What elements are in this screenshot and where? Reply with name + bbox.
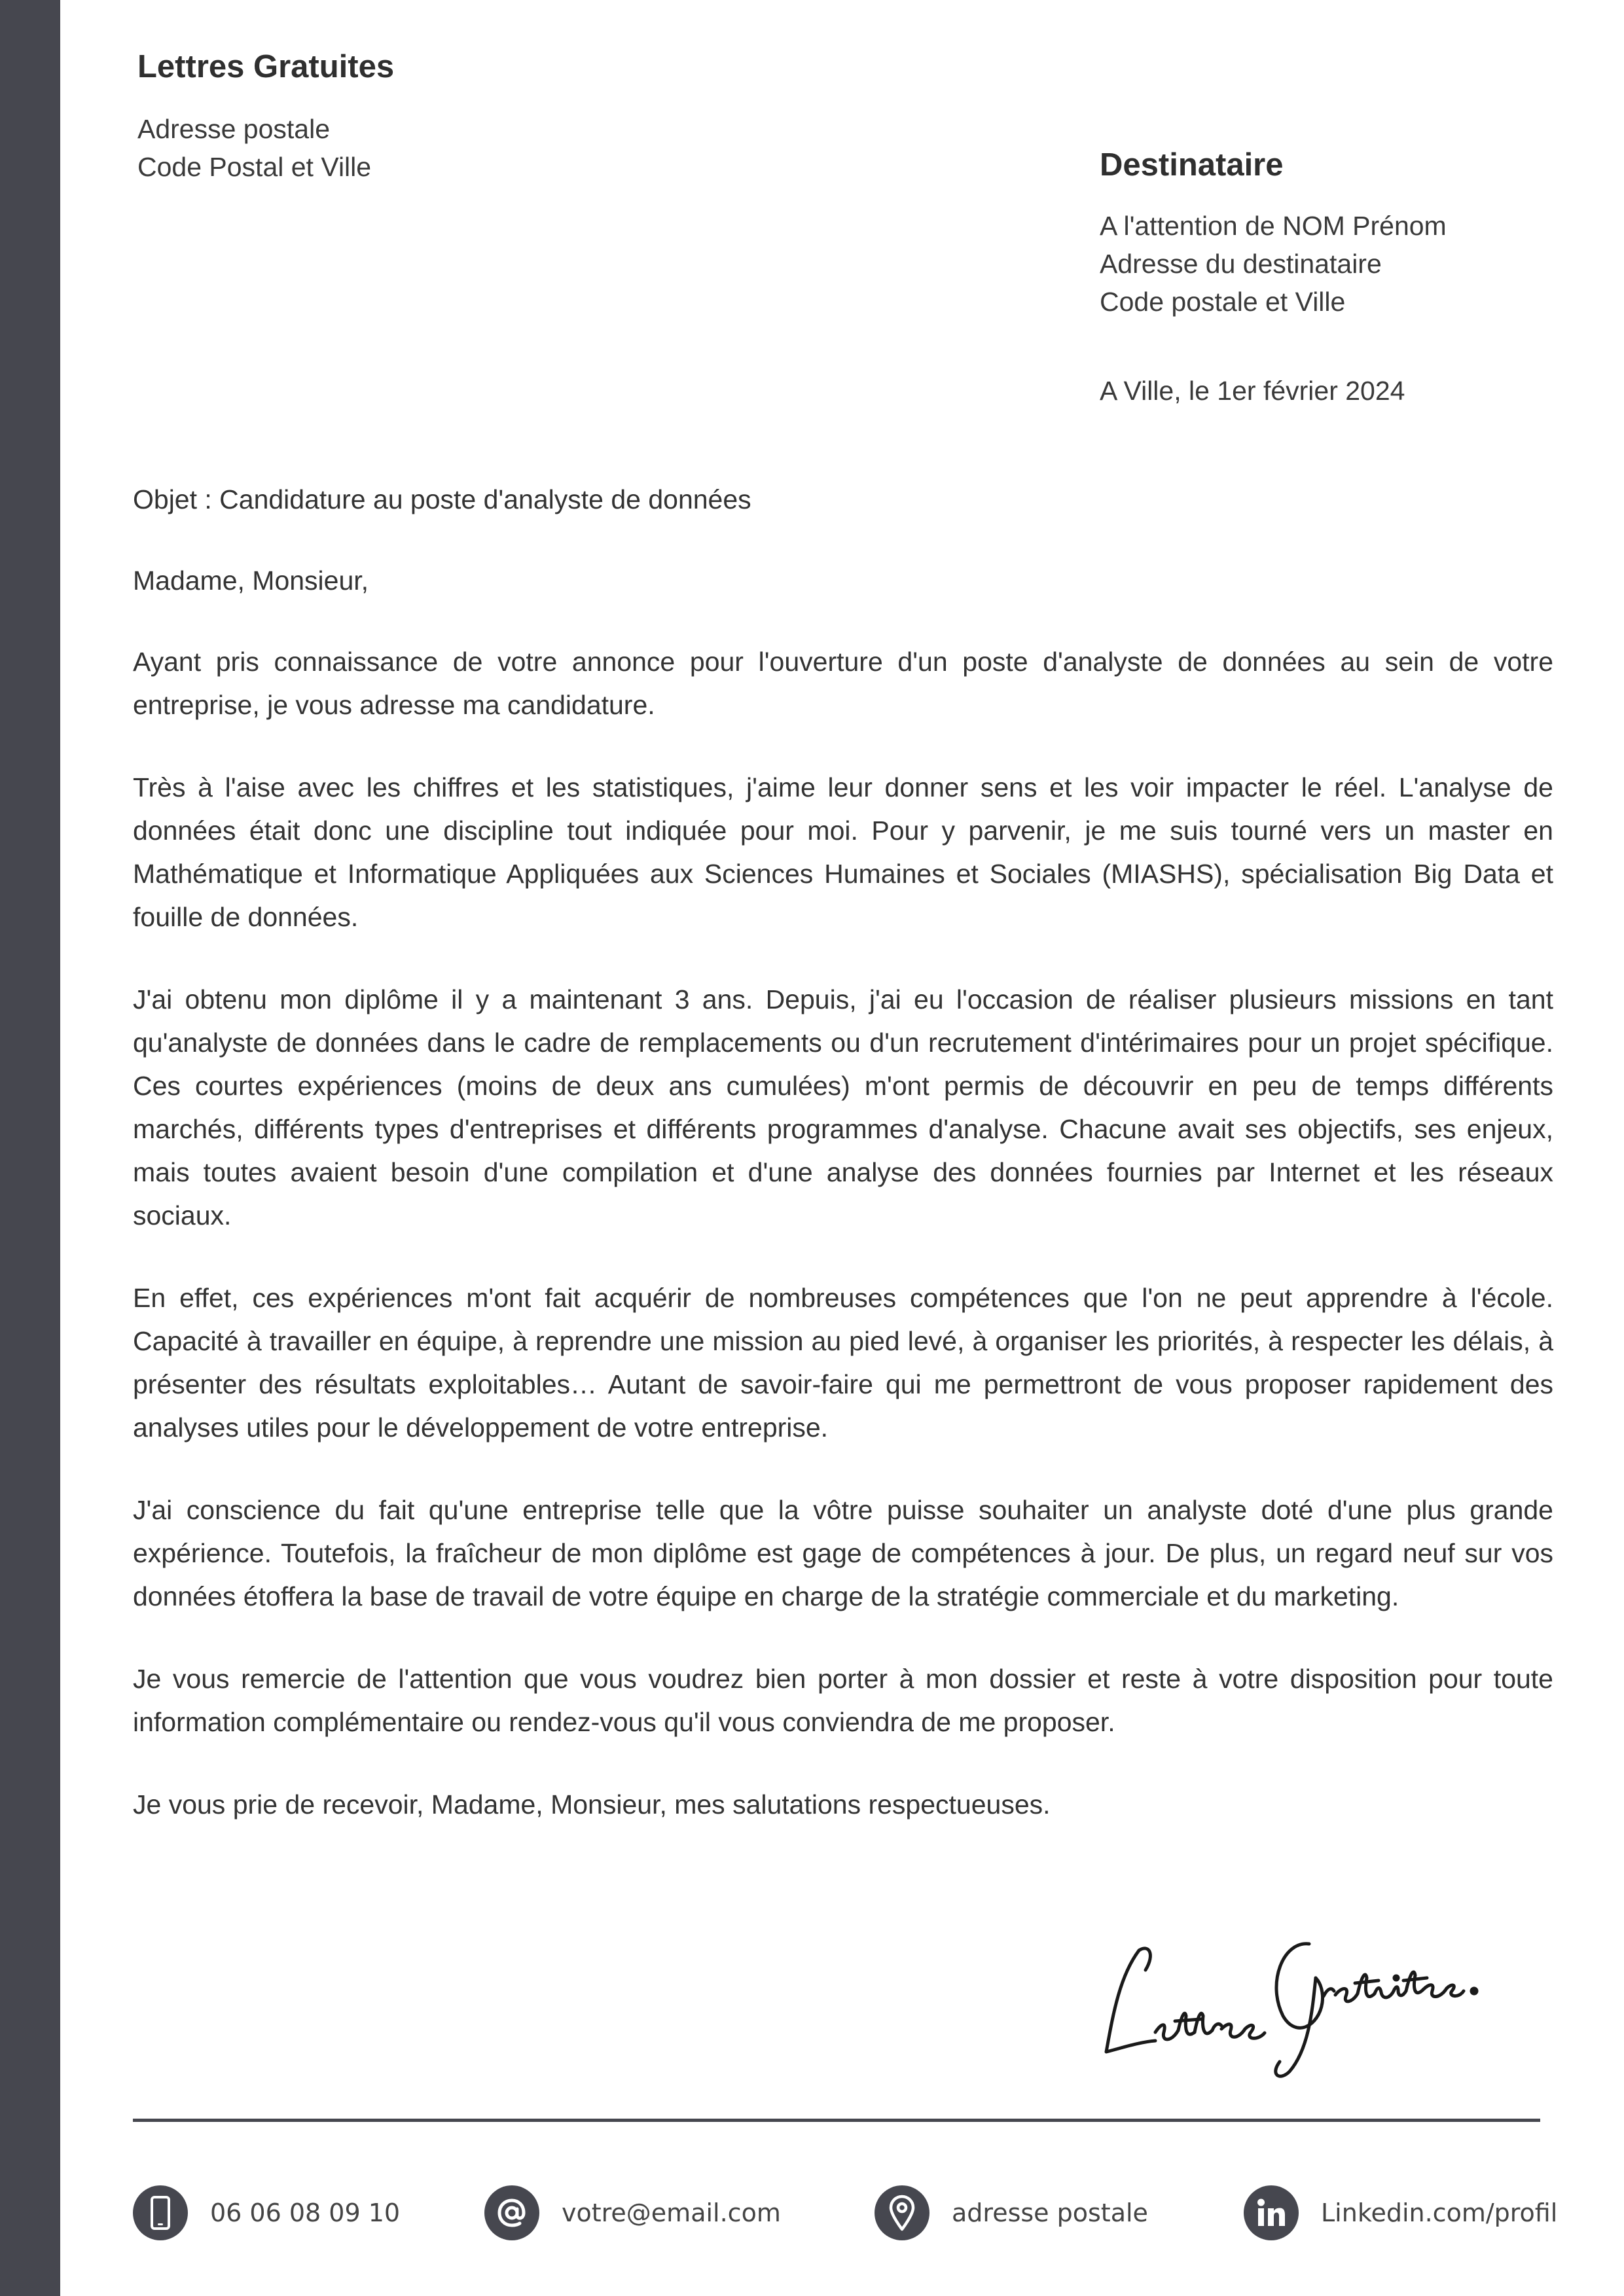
sender-city: Code Postal et Ville	[137, 152, 372, 182]
letter-date: A Ville, le 1er février 2024	[1100, 376, 1405, 406]
letter-paragraph: J'ai conscience du fait qu'une entreprise telle que la vôtre puisse souhaiter un analyste doté d'une plus grande expérience. Toutefois, la fraîcheur de mon diplôme est gage de compétences à jour. De plus, un regard neuf sur vos données étoffera la base de travail de votre équipe en charge de la stratégie commerciale et du marketing.	[133, 1495, 1553, 1611]
letter-paragraph: Très à l'aise avec les chiffres et les statistiques, j'aime leur donner sens et les voir impacter le réel. L'analyse de données était donc une discipline tout indiquée pour moi. Pour y parvenir, je me suis tourné vers un master en Mathématique et Informatique Appliquées aux Sciences Humaines et Sociales (MIASHS), spécialisation Big Data et fouille de données.	[133, 772, 1553, 932]
recipient-block	[1100, 144, 1447, 321]
email-label[interactable]: votre@email.com	[562, 2198, 781, 2227]
footer-divider	[133, 2119, 1540, 2122]
sender-block	[137, 46, 394, 186]
footer-linkedin	[1244, 2181, 1557, 2244]
sender-name: Lettres Gratuites	[137, 49, 395, 84]
footer-address	[875, 2181, 1148, 2244]
location-pin-icon	[875, 2185, 929, 2240]
letter-paragraph: J'ai obtenu mon diplôme il y a maintenant 3 ans. Depuis, j'ai eu l'occasion de réaliser plusieurs missions en tant qu'analyste de données dans le cadre de remplacements ou d'un recrutement d'intérimaires pour un projet spécifique. Ces courtes expériences (moins de deux ans cumulées) m'ont permis de découvrir en peu de temps différents marchés, différents types d'entreprises et différents programmes d'analyse. Chacune avait ses objectifs, ses enjeux, mais toutes avaient besoin d'une compilation et d'une analyse des données fournies par Internet et les réseaux sociaux.	[133, 984, 1553, 1230]
recipient-city: Code postale et Ville	[1100, 287, 1346, 317]
at-icon	[484, 2185, 539, 2240]
letter-greeting: Madame, Monsieur,	[133, 565, 369, 596]
phone-label[interactable]: 06 06 08 09 10	[210, 2198, 401, 2227]
phone-icon	[133, 2185, 188, 2240]
footer-phone	[133, 2181, 400, 2244]
signature-image	[1093, 1918, 1486, 2088]
linkedin-icon	[1244, 2185, 1299, 2240]
sender-address: Adresse postale	[137, 114, 331, 144]
address-label[interactable]: adresse postale	[952, 2198, 1148, 2227]
recipient-title: Destinataire	[1100, 147, 1284, 183]
recipient-address: Adresse du destinataire	[1100, 249, 1382, 279]
recipient-attention: A l'attention de NOM Prénom	[1100, 211, 1447, 241]
footer-email	[484, 2181, 781, 2244]
letter-paragraph: Je vous remercie de l'attention que vous voudrez bien porter à mon dossier et reste à votre disposition pour toute information complémentaire ou rendez-vous qu'il vous conviendra de me proposer.	[133, 1664, 1553, 1737]
linkedin-label[interactable]: Linkedin.com/profil	[1321, 2198, 1558, 2227]
letter-body	[133, 478, 1553, 1865]
letter-subject: Objet : Candidature au poste d'analyste de données	[133, 484, 751, 514]
letter-paragraph: Ayant pris connaissance de votre annonce pour l'ouverture d'un poste d'analyste de données au sein de votre entreprise, je vous adresse ma candidature.	[133, 647, 1553, 720]
letter-closing: Je vous prie de recevoir, Madame, Monsieur, mes salutations respectueuses.	[133, 1789, 1051, 1820]
left-sidebar-band	[0, 0, 60, 2296]
letter-paragraph: En effet, ces expériences m'ont fait acquérir de nombreuses compétences que l'on ne peut apprendre à l'école. Capacité à travailler en équipe, à reprendre une mission au pied levé, à organiser les priorités, à respecter les délais, à présenter des résultats exploitables… Autant de savoir-faire qui me permettront de vous proposer rapidement des analyses utiles pour le développement de votre entreprise.	[133, 1283, 1553, 1443]
